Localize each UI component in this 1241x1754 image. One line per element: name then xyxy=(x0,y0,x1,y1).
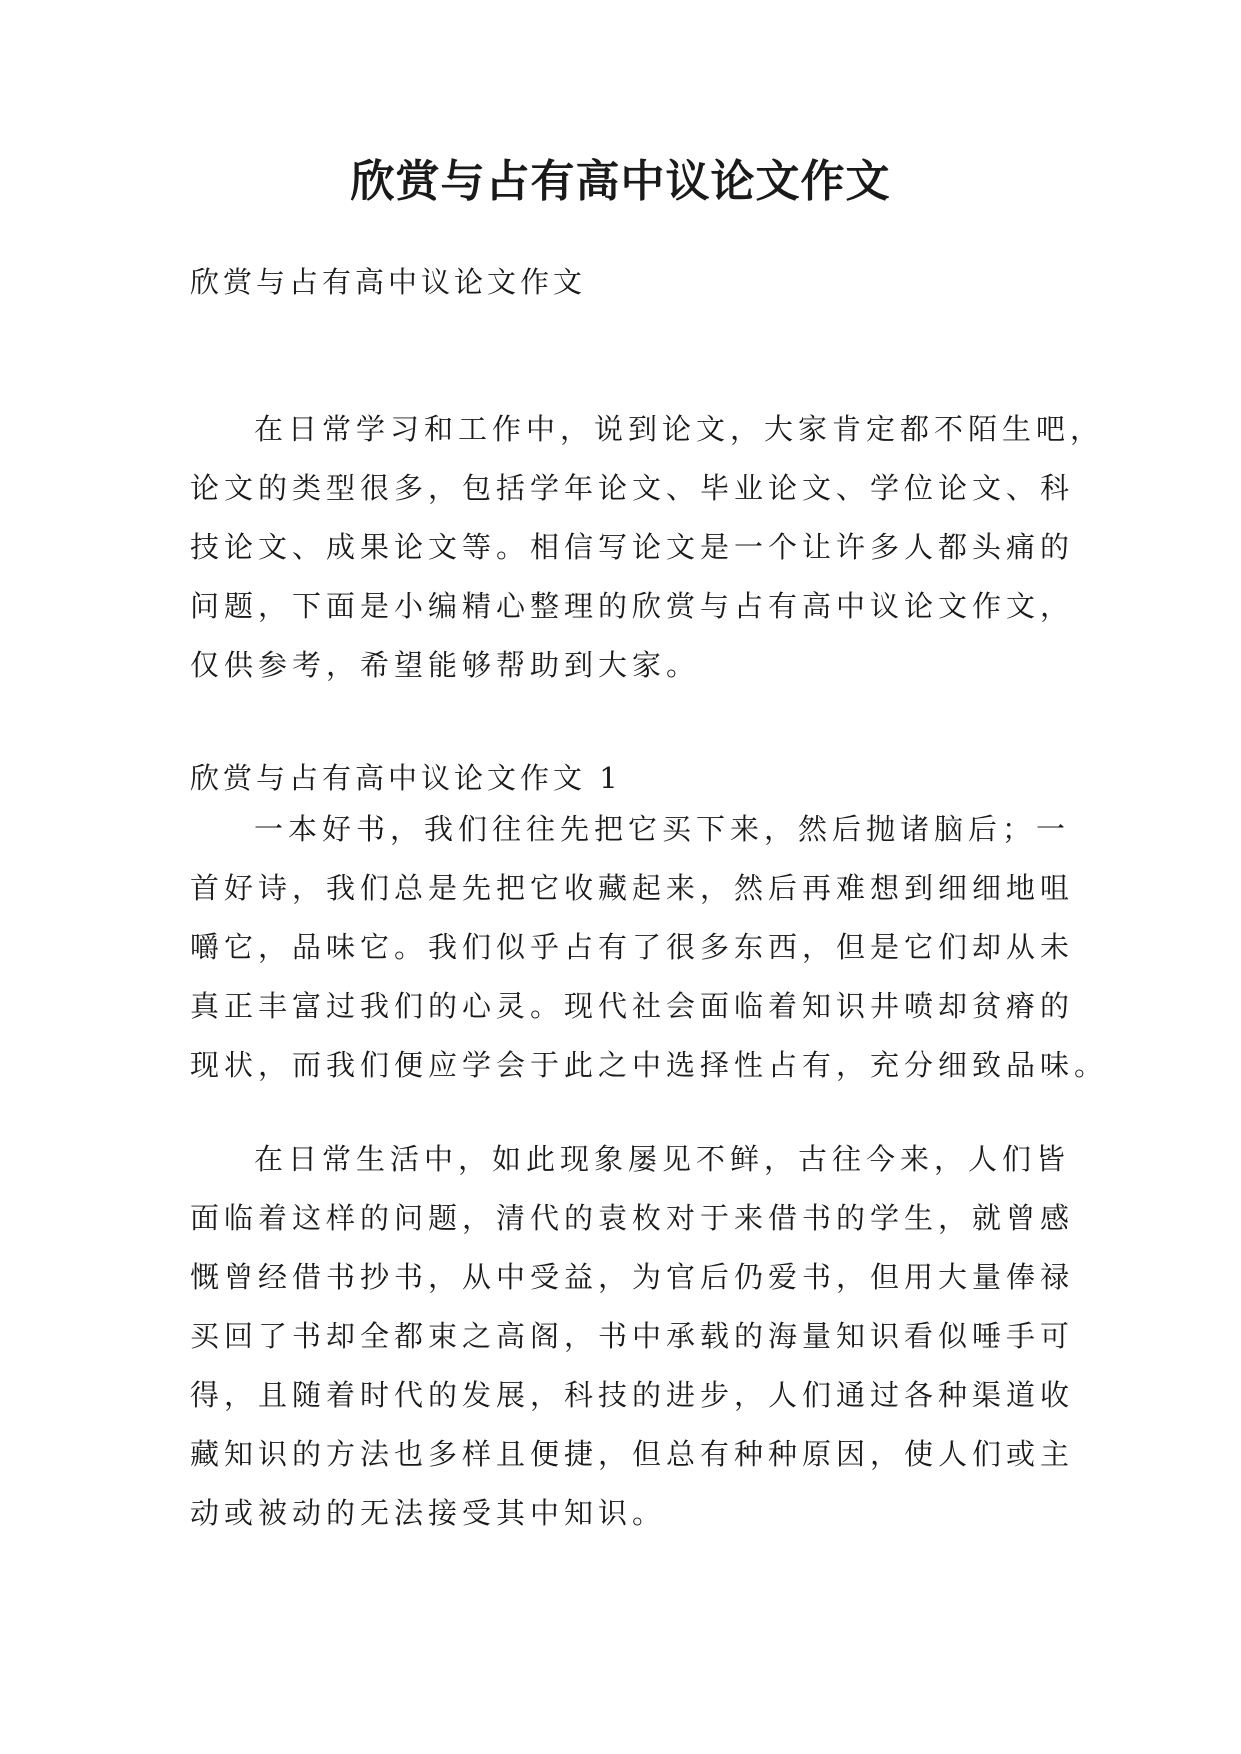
paragraph-line: 动或被动的无法接受其中知识。 xyxy=(190,1496,667,1530)
section-heading: 欣赏与占有高中议论文作文 1 xyxy=(190,761,622,795)
paragraph-line: 真正丰富过我们的心灵。现代社会面临着知识井喷却贫瘠的 xyxy=(190,989,1075,1023)
paragraph-line: 藏知识的方法也多样且便捷，但总有种种原因，使人们或主 xyxy=(190,1437,1075,1471)
paragraph-line: 慨曾经借书抄书，从中受益，为官后仍爱书，但用大量俸禄 xyxy=(190,1260,1075,1294)
paragraph-line: 现状，而我们便应学会于此之中选择性占有，充分细致品味。 xyxy=(190,1048,1109,1082)
paragraph-line: 面临着这样的问题，清代的袁枚对于来借书的学生，就曾感 xyxy=(190,1201,1075,1235)
body-paragraph-2 xyxy=(190,1130,1075,1543)
document-title: 欣赏与占有高中议论文作文 xyxy=(350,156,891,207)
paragraph-line: 得，且随着时代的发展，科技的进步，人们通过各种渠道收 xyxy=(190,1378,1075,1412)
paragraph-line: 一本好书，我们往往先把它买下来，然后抛诸脑后；一 xyxy=(254,812,1071,846)
document-subtitle: 欣赏与占有高中议论文作文 xyxy=(190,265,587,299)
intro-line: 仅供参考，希望能够帮助到大家。 xyxy=(190,648,701,682)
intro-line: 技论文、成果论文等。相信写论文是一个让许多人都头痛的 xyxy=(190,530,1075,564)
paragraph-line: 在日常生活中，如此现象屡见不鲜，古往今来，人们皆 xyxy=(254,1142,1071,1176)
paragraph-line: 买回了书却全都束之高阁，书中承载的海量知识看似唾手可 xyxy=(190,1319,1075,1353)
paragraph-line: 首好诗，我们总是先把它收藏起来，然后再难想到细细地咀 xyxy=(190,871,1075,905)
body-paragraph-1 xyxy=(190,800,1109,1095)
intro-line: 问题，下面是小编精心整理的欣赏与占有高中议论文作文， xyxy=(190,589,1075,623)
intro-paragraph xyxy=(190,400,1105,695)
intro-line: 在日常学习和工作中，说到论文，大家肯定都不陌生吧， xyxy=(254,412,1105,446)
intro-line: 论文的类型很多，包括学年论文、毕业论文、学位论文、科 xyxy=(190,471,1075,505)
paragraph-line: 嚼它，品味它。我们似乎占有了很多东西，但是它们却从未 xyxy=(190,930,1075,964)
